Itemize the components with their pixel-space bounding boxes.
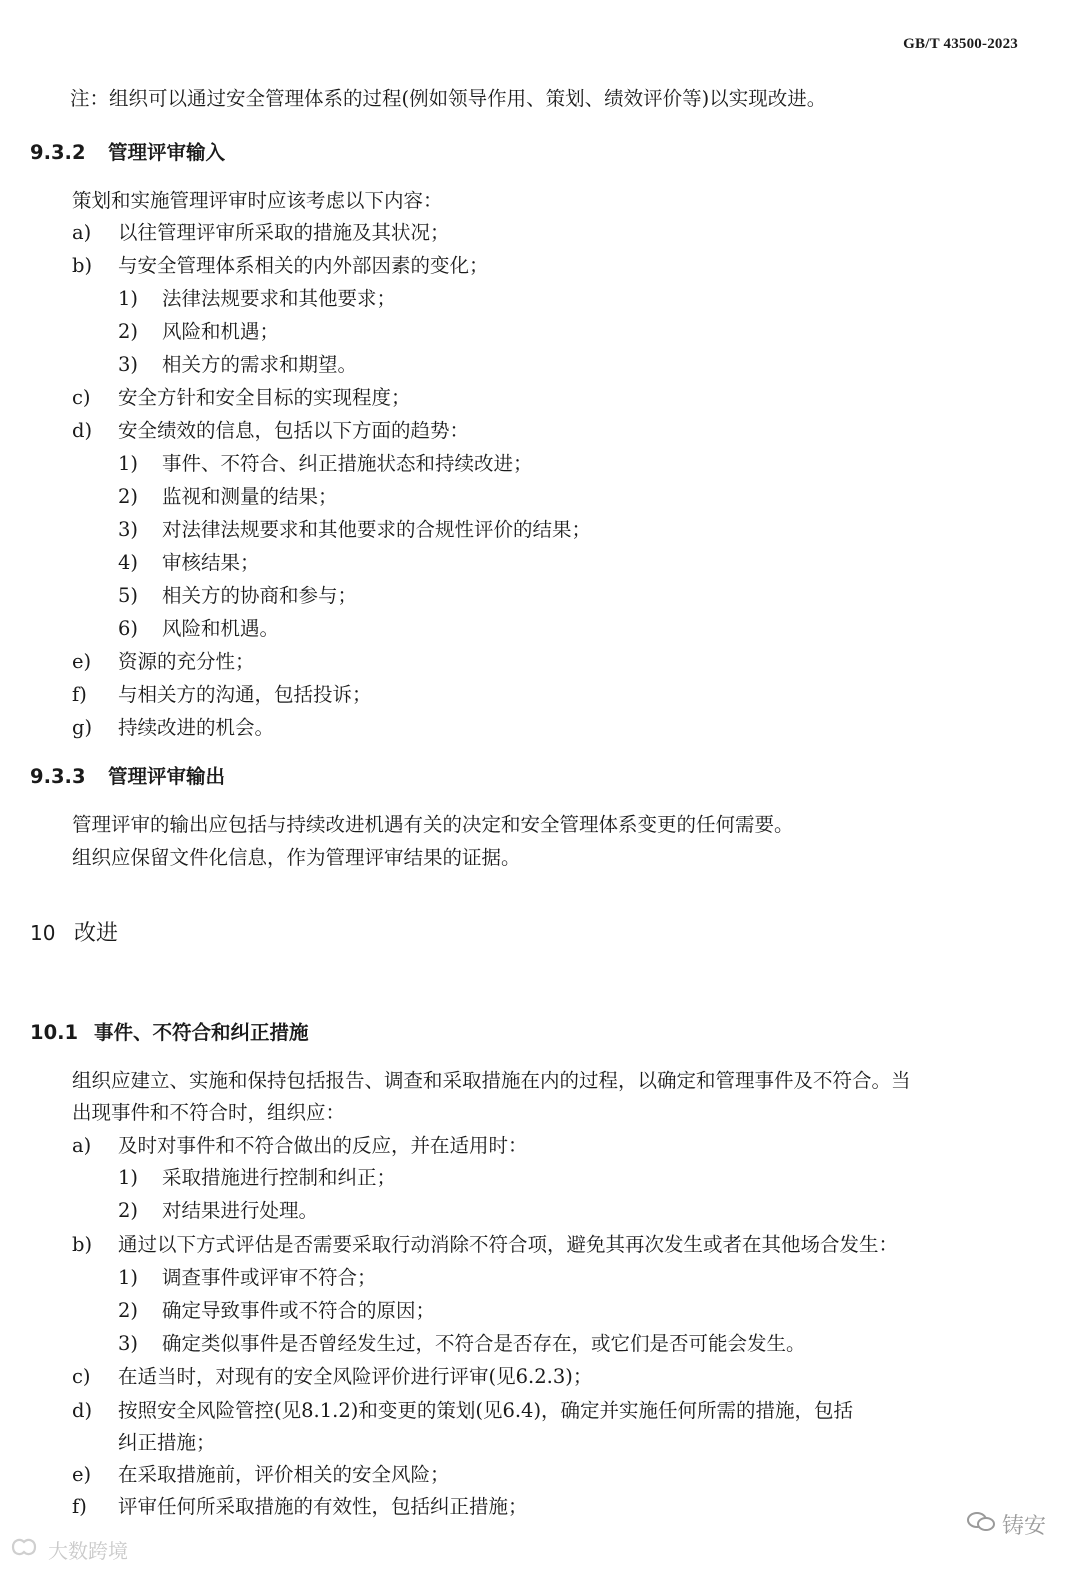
watermark-left: [10, 1535, 128, 1564]
item-marker: 4): [118, 551, 139, 574]
item-text: 在适当时，对现有的安全风险评价进行评审(见6.2.3)；: [118, 1365, 593, 1388]
item-marker: 1): [118, 1166, 139, 1189]
item-text: 相关方的需求和期望。: [162, 353, 358, 376]
item-text: 纠正措施；: [118, 1431, 216, 1454]
item-marker: g): [72, 716, 93, 739]
item-text: 以往管理评审所采取的措施及其状况；: [118, 221, 450, 244]
item-marker: 6): [118, 617, 139, 640]
item-marker: 3): [118, 1332, 139, 1355]
section-number: 9.3.2: [30, 141, 86, 164]
item-marker: 1): [118, 287, 139, 310]
item-text: 法律法规要求和其他要求；: [162, 287, 397, 310]
item-text: 确定导致事件或不符合的原因；: [162, 1299, 436, 1322]
item-marker: a): [72, 221, 92, 244]
item-text: 对结果进行处理。: [162, 1199, 319, 1222]
item-text: 相关方的协商和参与；: [162, 584, 358, 607]
chapter-heading-10: [30, 920, 118, 947]
chapter-number: 10: [30, 921, 56, 945]
item-marker: 3): [118, 353, 139, 376]
item-marker: d): [72, 1399, 93, 1422]
section-heading-10-1: [30, 1020, 309, 1046]
item-text: 通过以下方式评估是否需要采取行动消除不符合项，避免其再次发生或者在其他场合发生：: [118, 1233, 899, 1256]
item-text: 及时对事件和不符合做出的反应，并在适用时：: [118, 1134, 528, 1157]
section-title: 管理评审输入: [108, 141, 226, 164]
wechat-icon: [966, 1510, 996, 1540]
paragraph: 管理评审的输出应包括与持续改进机遇有关的决定和安全管理体系变更的任何需要。: [72, 813, 794, 836]
item-marker: c): [72, 1365, 91, 1388]
item-marker: f): [72, 1495, 87, 1518]
item-marker: 2): [118, 1199, 139, 1222]
watermark-right: [966, 1509, 1046, 1540]
item-text: 与相关方的沟通，包括投诉；: [118, 683, 372, 706]
item-marker: 2): [118, 485, 139, 508]
item-text: 监视和测量的结果；: [162, 485, 338, 508]
item-text: 安全方针和安全目标的实现程度；: [118, 386, 411, 409]
item-marker: b): [72, 254, 93, 277]
item-marker: e): [72, 1463, 92, 1486]
watermark-left-text: 大数跨境: [48, 1539, 128, 1563]
item-text: 风险和机遇。: [162, 617, 280, 640]
item-text: 调查事件或评审不符合；: [162, 1266, 377, 1289]
standard-code: GB/T 43500-2023: [903, 36, 1018, 52]
item-marker: 2): [118, 320, 139, 343]
item-text: 风险和机遇；: [162, 320, 280, 343]
section-heading-9-3-3: [30, 764, 225, 790]
intro-text: 策划和实施管理评审时应该考虑以下内容：: [72, 189, 443, 212]
item-text: 采取措施进行控制和纠正；: [162, 1166, 397, 1189]
item-marker: b): [72, 1233, 93, 1256]
note-text: 注：组织可以通过安全管理体系的过程(例如领导作用、策划、绩效评价等)以实现改进。: [70, 87, 827, 110]
item-text: 事件、不符合、纠正措施状态和持续改进；: [162, 452, 533, 475]
item-marker: c): [72, 386, 91, 409]
item-text: 资源的充分性；: [118, 650, 255, 673]
section-number: 10.1: [30, 1021, 79, 1044]
item-marker: d): [72, 419, 93, 442]
item-text: 按照安全风险管控(见8.1.2)和变更的策划(见6.4)，确定并实施任何所需的措施，包括: [118, 1399, 854, 1422]
item-text: 持续改进的机会。: [118, 716, 275, 739]
item-marker: f): [72, 683, 87, 706]
item-marker: e): [72, 650, 92, 673]
item-marker: 3): [118, 518, 139, 541]
paragraph-line: 组织应建立、实施和保持包括报告、调查和采取措施在内的过程，以确定和管理事件及不符合。当: [72, 1069, 911, 1092]
brand-logo-icon: [10, 1536, 44, 1563]
section-title: 管理评审输出: [108, 765, 226, 788]
item-text: 在采取措施前，评价相关的安全风险；: [118, 1463, 450, 1486]
paragraph-line: 出现事件和不符合时，组织应：: [72, 1101, 346, 1124]
item-text: 确定类似事件是否曾经发生过，不符合是否存在，或它们是否可能会发生。: [162, 1332, 806, 1355]
item-text: 对法律法规要求和其他要求的合规性评价的结果；: [162, 518, 592, 541]
section-heading-9-3-2: [30, 140, 225, 166]
paragraph: 组织应保留文件化信息，作为管理评审结果的证据。: [72, 846, 521, 869]
chapter-title: 改进: [74, 921, 119, 946]
item-marker: a): [72, 1134, 92, 1157]
item-marker: 5): [118, 584, 139, 607]
item-marker: 1): [118, 1266, 139, 1289]
item-text: 审核结果；: [162, 551, 260, 574]
item-text: 安全绩效的信息，包括以下方面的趋势：: [118, 419, 470, 442]
item-marker: 2): [118, 1299, 139, 1322]
item-text: 评审任何所采取措施的有效性，包括纠正措施；: [118, 1495, 528, 1518]
section-number: 9.3.3: [30, 765, 86, 788]
item-text: 与安全管理体系相关的内外部因素的变化；: [118, 254, 489, 277]
section-title: 事件、不符合和纠正措施: [94, 1021, 309, 1044]
watermark-right-text: 铸安: [1001, 1514, 1046, 1539]
item-marker: 1): [118, 452, 139, 475]
